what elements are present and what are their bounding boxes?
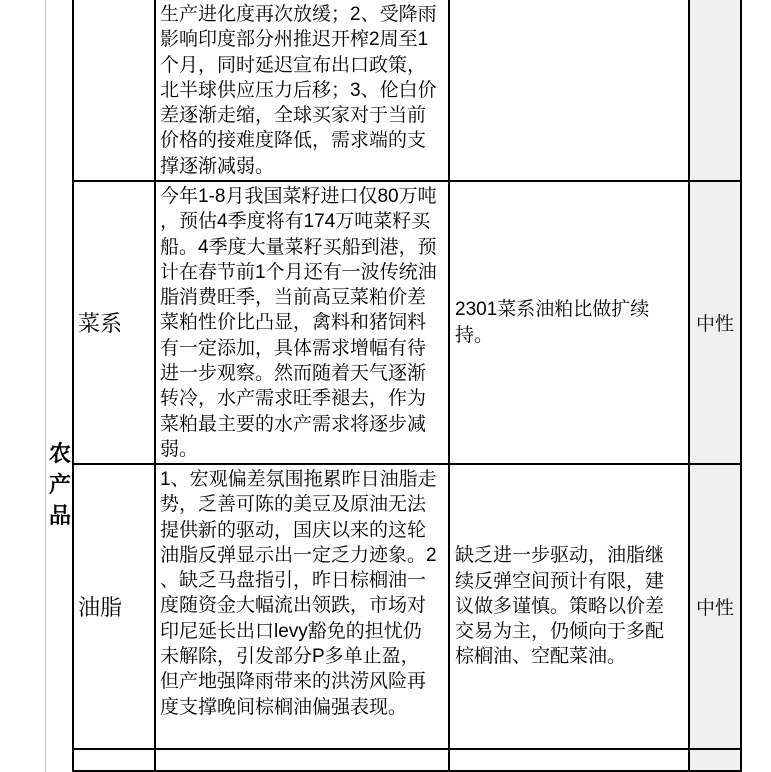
strategy-cell [450, 182, 690, 465]
category-cell-oils: 油脂 [74, 465, 156, 750]
analysis-cell [156, 0, 450, 182]
strategy-text: 缺乏进一步驱动，油脂继续反弹空间预计有限，建议做多谨慎。策略以价差交易为主，仍倾向于多配棕榈油、空配菜油。 [455, 545, 665, 668]
rating-cell [690, 750, 742, 772]
category-cell [74, 750, 156, 772]
analysis-cell [156, 750, 450, 772]
commodity-report-table [45, 0, 742, 772]
group-cell-agriculture [45, 0, 74, 772]
category-cell-rapeseed: 菜系 [74, 182, 156, 465]
category-cell [74, 0, 156, 182]
analysis-text: 生产进化度再次放缓；2、受降雨影响印度部分州推迟开榨2周至1个月，同时延迟宣布出口政策，北半球供应压力后移；3、伦白价差逐渐走缩，全球买家对于当前价格的接难度降低，需求端的支撑逐渐减弱。 [160, 4, 437, 177]
analysis-cell [156, 465, 450, 750]
analysis-text: 今年1-8月我国菜籽进口仅80万吨，预估4季度将有174万吨菜籽买船。4季度大量菜籽买船到港，预计在春节前1个月还有一波传统油脂消费旺季，当前高豆菜粕价差菜粕性价比凸显，禽料和猪饲料有一定添加，具体需求增幅有待进一步观察。然而随着天气逐渐转冷，水产需求旺季褪去，作为菜粕最主要的水产需求将逐步减弱。 [160, 186, 437, 460]
analysis-text: 1、宏观偏差氛围拖累昨日油脂走势，乏善可陈的美豆及原油无法提供新的驱动，国庆以来的这轮油脂反弹显示出一定乏力迹象。2、缺乏马盘指引，昨日棕榈油一度随资金大幅流出领跌，市场对印尼延长出口levy豁免的担忧仍未解除，引发部分P多单止盈，但产地强降雨带来的洪涝风险再度支撑晚间棕榈油偏强表现。 [160, 469, 437, 718]
rating-cell [690, 0, 742, 182]
analysis-cell [156, 182, 450, 465]
strategy-cell [450, 750, 690, 772]
strategy-cell [450, 0, 690, 182]
strategy-text: 2301菜系油粕比做扩续持。 [455, 299, 650, 346]
group-label: 农产品 [48, 441, 71, 528]
strategy-cell [450, 465, 690, 750]
rating-cell: 中性 [690, 182, 742, 465]
rating-cell: 中性 [690, 465, 742, 750]
